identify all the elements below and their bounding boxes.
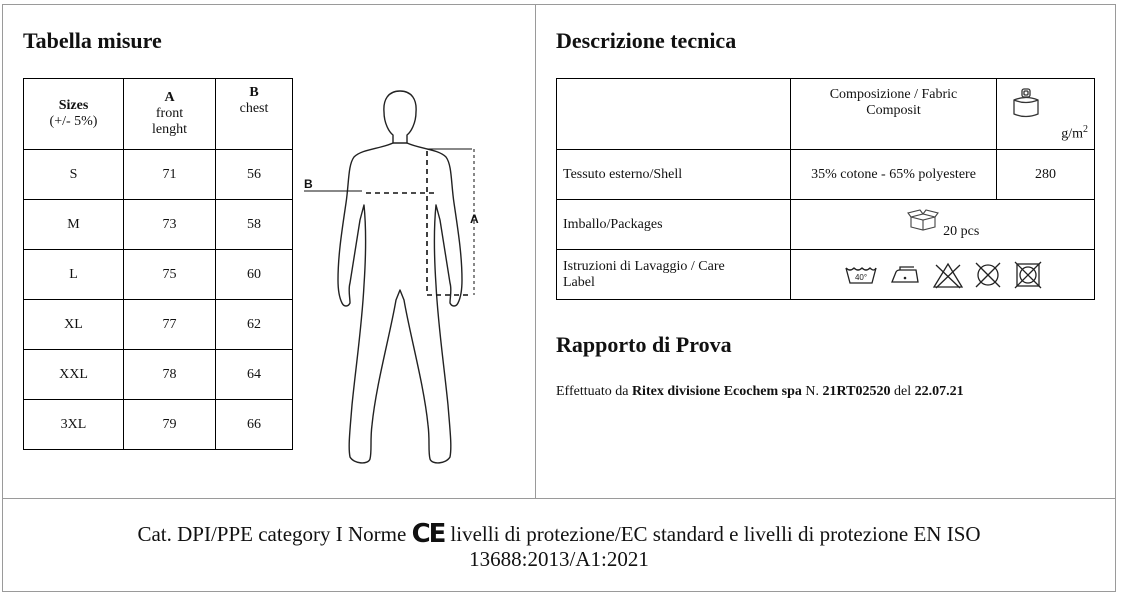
chest-cell: 58 — [216, 200, 293, 250]
chest-cell: 60 — [216, 250, 293, 300]
test-report-title: Rapporto di Prova — [556, 332, 732, 357]
no-bleach-icon — [932, 261, 964, 289]
front-length-cell: 79 — [124, 400, 216, 450]
tech-table — [556, 78, 1095, 300]
report-prefix: Effettuato da — [556, 384, 629, 399]
shell-label: Tessuto esterno/Shell — [557, 150, 791, 200]
footer-text-after: livelli di protezione/EC standard e livelli di protezione EN ISO — [450, 522, 981, 546]
header-b — [216, 79, 293, 150]
packages-label: Imballo/Packages — [557, 200, 791, 250]
table-row — [24, 200, 293, 250]
table-row — [557, 150, 1095, 200]
header-sizes — [24, 79, 124, 150]
size-cell: S — [24, 150, 124, 200]
ce-mark: CE — [411, 519, 445, 549]
chest-cell: 66 — [216, 400, 293, 450]
table-row — [557, 250, 1095, 300]
report-number: 21RT02520 — [822, 384, 891, 399]
footer-text-before: Cat. DPI/PPE category I Norme — [137, 522, 407, 546]
wash-temperature: 40° — [854, 272, 867, 282]
box-icon — [906, 209, 940, 231]
header-a-label: A — [164, 90, 175, 105]
footer-standard: 13688:2013/A1:2021 — [469, 547, 649, 571]
weight-unit-exponent: 2 — [1083, 124, 1088, 136]
size-table-header — [24, 79, 293, 150]
header-sizes-label: Sizes — [58, 98, 89, 113]
header-a-sub1: front — [155, 106, 184, 121]
column-divider — [535, 4, 536, 499]
front-length-cell: 71 — [124, 150, 216, 200]
no-tumble-dry-icon — [1013, 261, 1043, 289]
footer-certification — [0, 519, 1118, 572]
size-cell: L — [24, 250, 124, 300]
header-sizes-tolerance: (+/- 5%) — [49, 114, 98, 129]
weight-unit-base: g/m — [1061, 127, 1083, 142]
care-label — [557, 250, 791, 300]
composition-header-line1: Composizione / Fabric — [829, 87, 958, 102]
chest-cell: 56 — [216, 150, 293, 200]
tech-table-header — [557, 79, 1095, 150]
shell-composition: 35% cotone - 65% polyestere — [791, 150, 997, 200]
table-row — [24, 150, 293, 200]
shell-weight: 280 — [997, 150, 1095, 200]
size-cell: M — [24, 200, 124, 250]
care-label-line2: Label — [563, 274, 595, 290]
care-label-line1: Istruzioni di Lavaggio / Care — [563, 258, 725, 274]
report-company: Ritex divisione Ecochem spa — [631, 384, 802, 399]
weight-unit — [1061, 122, 1088, 143]
care-symbols — [791, 250, 1095, 300]
figure-head — [384, 91, 416, 143]
weight-icon — [1011, 87, 1041, 121]
chest-cell: 62 — [216, 300, 293, 350]
front-length-cell: 77 — [124, 300, 216, 350]
body-measurement-figure — [300, 85, 500, 470]
no-dry-clean-icon — [973, 261, 1003, 289]
test-report-text — [556, 384, 964, 400]
empty-header-cell — [557, 79, 791, 150]
header-a-sub2: lenght — [152, 122, 187, 137]
composition-header — [791, 79, 997, 150]
size-table-title: Tabella misure — [23, 28, 162, 53]
figure-label-a: A — [470, 212, 479, 226]
figure-label-b: B — [304, 177, 313, 191]
size-cell: XXL — [24, 350, 124, 400]
wash-40-icon — [843, 263, 879, 287]
composition-header-line2: Composit — [866, 103, 921, 118]
header-a — [124, 79, 216, 150]
chest-cell: 64 — [216, 350, 293, 400]
report-date: 22.07.21 — [914, 384, 964, 399]
packages-value: 20 pcs — [943, 224, 980, 239]
report-number-prefix: N. — [805, 384, 820, 399]
front-length-cell: 78 — [124, 350, 216, 400]
header-b-label: B — [249, 85, 259, 100]
front-length-cell: 73 — [124, 200, 216, 250]
iron-icon — [888, 263, 922, 287]
report-date-prefix: del — [893, 384, 912, 399]
header-b-sub: chest — [239, 101, 269, 116]
table-row — [24, 250, 293, 300]
packages-cell — [791, 200, 1095, 250]
table-row — [557, 200, 1095, 250]
tech-description-title: Descrizione tecnica — [556, 28, 737, 53]
table-row — [24, 350, 293, 400]
table-row — [24, 300, 293, 350]
table-row — [24, 400, 293, 450]
footer-divider — [2, 498, 1116, 499]
size-table — [23, 78, 293, 450]
size-cell: XL — [24, 300, 124, 350]
size-cell: 3XL — [24, 400, 124, 450]
front-length-cell: 75 — [124, 250, 216, 300]
weight-header — [997, 79, 1095, 150]
